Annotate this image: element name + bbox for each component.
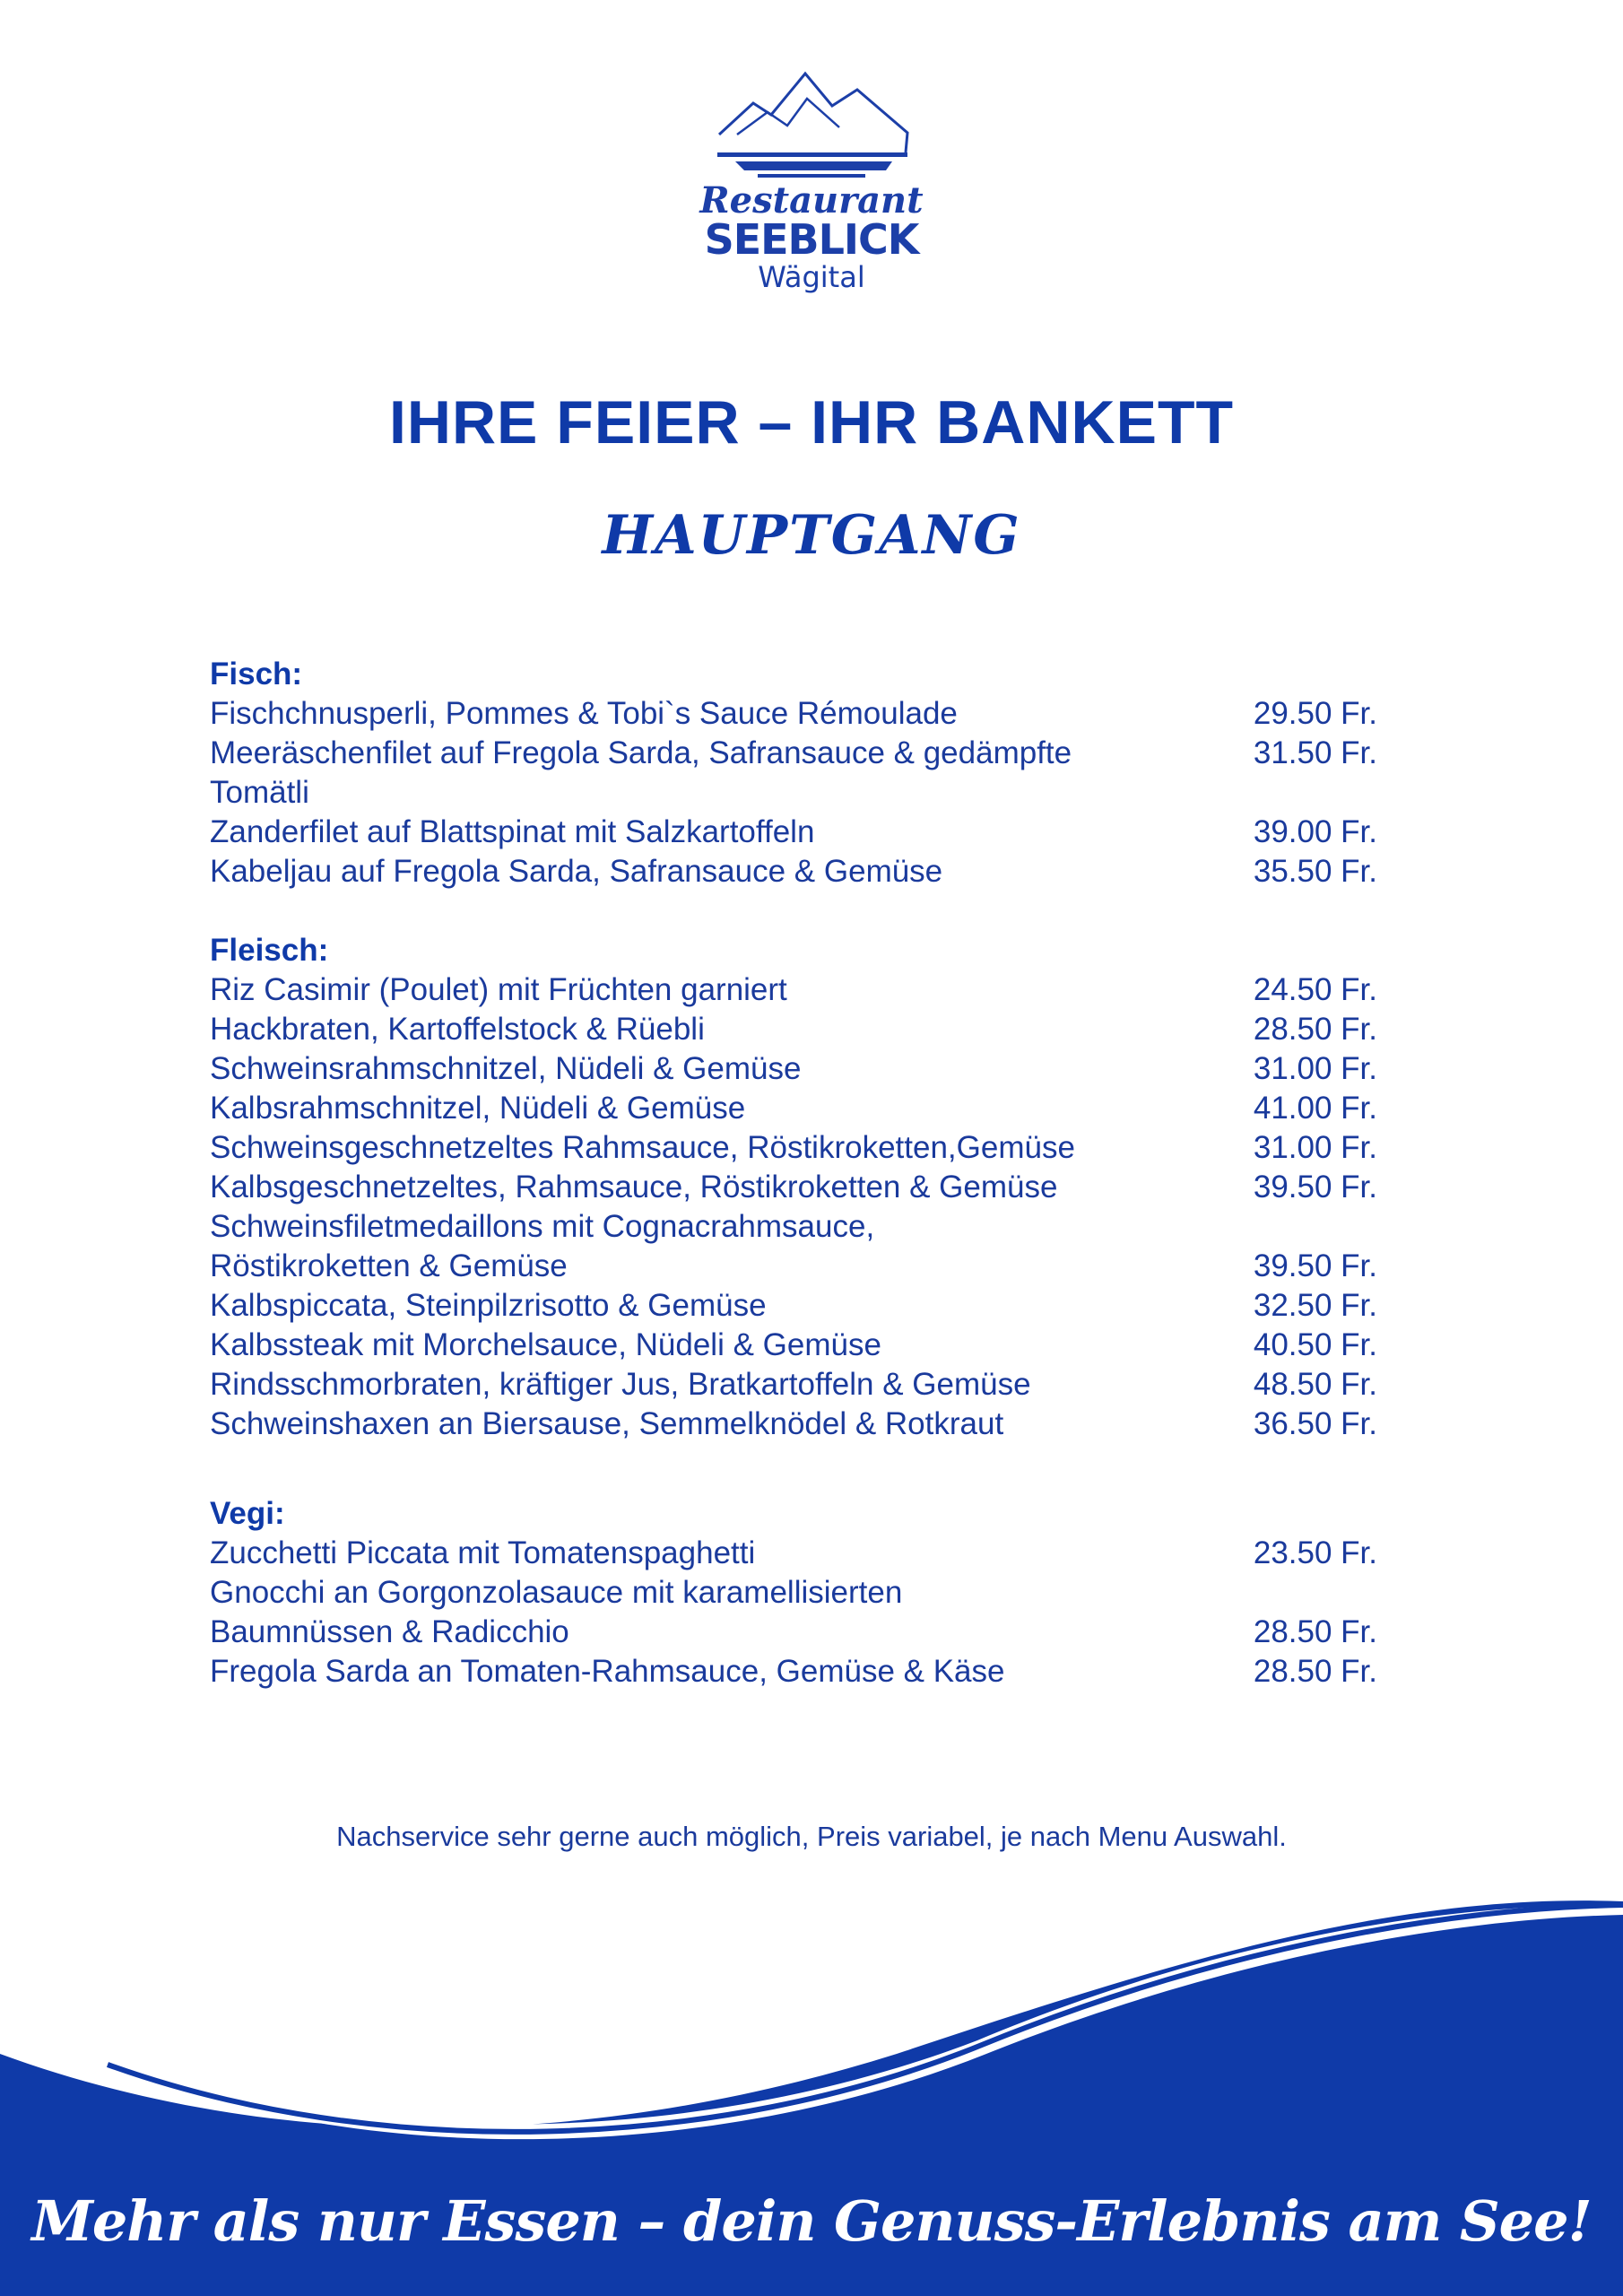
item-price: 39.50 Fr.: [1253, 1248, 1377, 1283]
menu-list: [210, 655, 1377, 1731]
menu-item: [210, 1573, 1377, 1652]
item-price: 41.00 Fr.: [1253, 1091, 1377, 1126]
menu-item: [210, 852, 1377, 891]
item-name: Kalbsrahmschnitzel, Nüdeli & Gemüse: [210, 1091, 746, 1126]
logo-line-waegital: Wägital: [758, 260, 865, 294]
item-price: 36.50 Fr.: [1253, 1406, 1377, 1441]
item-price: 39.50 Fr.: [1253, 1170, 1377, 1205]
section-fisch: [210, 655, 1377, 891]
item-price: 48.50 Fr.: [1253, 1367, 1377, 1402]
item-price: 23.50 Fr.: [1253, 1535, 1377, 1570]
item-name: Fregola Sarda an Tomaten-Rahmsauce, Gemüse & Käse: [210, 1654, 1005, 1689]
menu-item: [210, 1128, 1377, 1168]
item-price: 39.00 Fr.: [1253, 814, 1377, 849]
item-price: 40.50 Fr.: [1253, 1327, 1377, 1362]
item-name: Kalbsgeschnetzeltes, Rahmsauce, Röstikroketten & Gemüse: [210, 1170, 1058, 1205]
menu-item: [210, 1168, 1377, 1207]
menu-item: [210, 1405, 1377, 1444]
item-price: 29.50 Fr.: [1253, 696, 1377, 731]
menu-item: [210, 734, 1377, 813]
section-heading-vegi: Vegi:: [210, 1496, 285, 1531]
item-name: Kalbspiccata, Steinpilzrisotto & Gemüse: [210, 1288, 767, 1323]
service-note: Nachservice sehr gerne auch möglich, Preis variabel, je nach Menu Auswahl.: [336, 1821, 1287, 1852]
menu-item: [210, 694, 1377, 734]
item-price: 31.50 Fr.: [1253, 735, 1377, 770]
restaurant-logo: [681, 63, 942, 305]
menu-item: [210, 1049, 1377, 1089]
section-heading-fisch: Fisch:: [210, 657, 303, 691]
section-heading-fleisch: Fleisch:: [210, 933, 329, 968]
item-name: Zucchetti Piccata mit Tomatenspaghetti: [210, 1535, 756, 1570]
menu-item: [210, 813, 1377, 852]
footer-slogan: Mehr als nur Essen – dein Genuss-Erlebnis am See!: [31, 2188, 1592, 2254]
item-name: Riz Casimir (Poulet) mit Früchten garniert: [210, 972, 787, 1007]
item-name: Zanderfilet auf Blattspinat mit Salzkartoffeln: [210, 814, 815, 849]
item-name: Fischchnusperli, Pommes & Tobi`s Sauce Rémoulade: [210, 696, 958, 731]
menu-item: [210, 1365, 1377, 1405]
item-name: Schweinsrahmschnitzel, Nüdeli & Gemüse: [210, 1051, 802, 1086]
item-price: 31.00 Fr.: [1253, 1130, 1377, 1165]
section-vegi: [210, 1494, 1377, 1692]
page-title: IHRE FEIER – IHR BANKETT: [388, 388, 1235, 457]
item-price: 32.50 Fr.: [1253, 1288, 1377, 1323]
logo-line-restaurant: Restaurant: [699, 179, 924, 222]
menu-item: [210, 1652, 1377, 1692]
item-name: Schweinsfiletmedaillons mit Cognacrahmsauce, Röstikroketten & Gemüse: [210, 1209, 875, 1283]
item-name: Meeräschenfilet auf Fregola Sarda, Safransauce & gedämpfte Tomätli: [210, 735, 1072, 810]
item-price: 28.50 Fr.: [1253, 1654, 1377, 1689]
item-price: 35.50 Fr.: [1253, 854, 1377, 889]
item-name: Kalbssteak mit Morchelsauce, Nüdeli & Gemüse: [210, 1327, 881, 1362]
course-title: HAUPTGANG: [602, 504, 1021, 567]
item-name: Kabeljau auf Fregola Sarda, Safransauce & Gemüse: [210, 854, 943, 889]
logo-line-seeblick: SEEBLICK: [704, 215, 919, 264]
item-price: 28.50 Fr.: [1253, 1614, 1377, 1649]
item-price: 24.50 Fr.: [1253, 972, 1377, 1007]
item-name: Schweinshaxen an Biersause, Semmelknödel & Rotkraut: [210, 1406, 1004, 1441]
item-name: Gnocchi an Gorgonzolasauce mit karamellisierten Baumnüssen & Radicchio: [210, 1575, 903, 1649]
mountain-lake-icon: [681, 63, 942, 179]
menu-item: [210, 1207, 1377, 1286]
menu-item: [210, 1286, 1377, 1326]
menu-item: [210, 1089, 1377, 1128]
item-name: Hackbraten, Kartoffelstock & Rüebli: [210, 1012, 705, 1047]
menu-item: [210, 1010, 1377, 1049]
item-name: Schweinsgeschnetzeltes Rahmsauce, Röstikroketten,Gemüse: [210, 1130, 1075, 1165]
item-name: Rindsschmorbraten, kräftiger Jus, Bratkartoffeln & Gemüse: [210, 1367, 1031, 1402]
menu-item: [210, 970, 1377, 1010]
item-price: 28.50 Fr.: [1253, 1012, 1377, 1047]
section-fleisch: [210, 931, 1377, 1444]
menu-item: [210, 1534, 1377, 1573]
item-price: 31.00 Fr.: [1253, 1051, 1377, 1086]
menu-item: [210, 1326, 1377, 1365]
